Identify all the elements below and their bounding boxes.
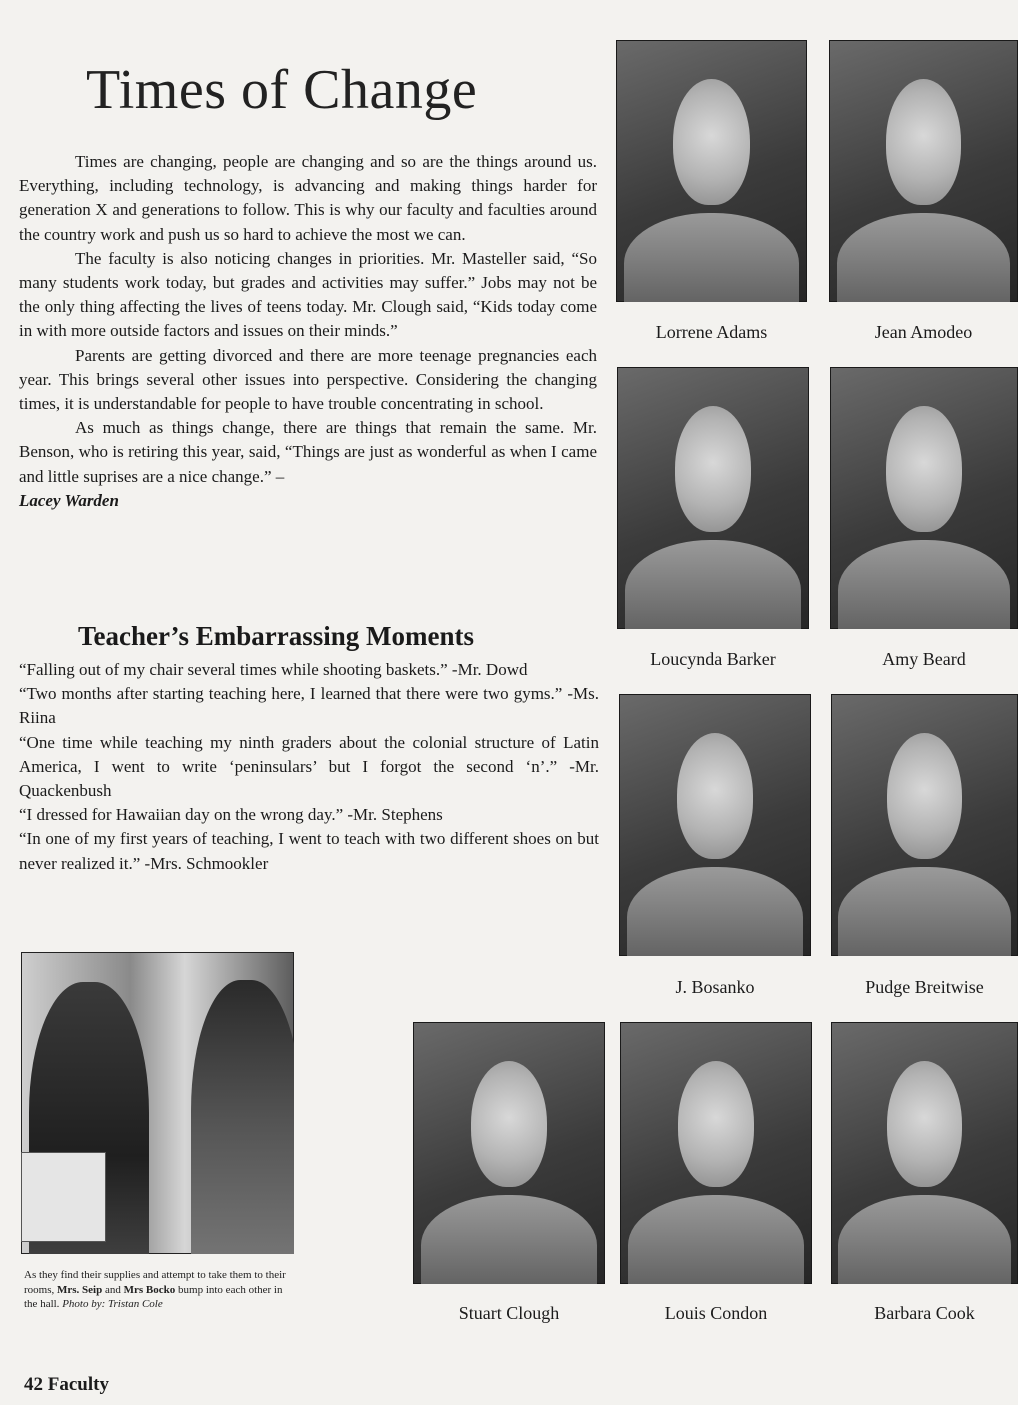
portrait-photo [619,694,811,956]
article-paragraph: The faculty is also noticing changes in priorities. Mr. Masteller said, “So many students work today, but grades and activities may suffer.” Jobs may not be the only thing affecting the lives of teens today. Mr. Clough said, “Kids today come in with more outside factors and issues on their minds.” [19,248,597,341]
portrait-photo [620,1022,812,1284]
photo-caption: As they find their supplies and attempt to take them to their rooms, Mrs. Seip and Mrs Bocko bump into each other in the hall. Photo by: Tristan Cole [24,1269,286,1310]
portrait-photo [831,1022,1018,1284]
quote-item: “I dressed for Hawaiian day on the wrong day.” -Mr. Stephens [19,805,443,825]
page-folio: 42 Faculty [24,1374,109,1395]
portrait-name: Louis Condon [664,1303,768,1323]
article-body [19,150,597,513]
portrait-photo [617,367,809,629]
portrait-name: Jean Amodeo [874,322,973,342]
portrait-name: Stuart Clough [458,1303,560,1323]
portrait-photo [830,367,1018,629]
portrait-name: Lorrene Adams [655,322,768,342]
section-heading-moments: Teacher’s Embarrassing Moments [78,621,474,651]
portrait-name: Pudge Breitwise [865,977,984,997]
portrait-name: Loucynda Barker [650,649,776,669]
page-title: Times of Change [86,59,478,121]
quote-item: “Two months after starting teaching here, I learned that there were two gyms.” -Ms. Riina [19,684,599,728]
candid-photo [21,952,294,1254]
portrait-name: J. Bosanko [675,977,755,997]
portrait-name: Amy Beard [882,649,966,669]
article-byline: Lacey Warden [19,490,119,510]
article-paragraph: Parents are getting divorced and there are more teenage pregnancies each year. This brings several other issues into perspective. Considering the changing times, it is understandable for people to have trouble concentrating in school. [19,345,597,414]
portrait-photo [616,40,807,302]
article-paragraph: As much as things change, there are things that remain the same. Mr. Benson, who is retiring this year, said, “Things are just as wonderful as when I came and little suprises are a nice change.” – [19,418,597,486]
quotes-list [19,658,599,876]
portrait-photo [829,40,1018,302]
article-paragraph: Times are changing, people are changing and so are the things around us. Everything, including technology, is advancing and making things harder for generation X and generations to follow. This is why our faculty and faculties around the country work and push us so hard to achieve the most we can. [19,152,597,244]
quote-item: “Falling out of my chair several times while shooting baskets.” -Mr. Dowd [19,660,528,679]
portrait-name: Barbara Cook [874,1303,975,1323]
portrait-photo [831,694,1018,956]
portrait-photo [413,1022,605,1284]
quote-item: “One time while teaching my ninth graders about the colonial structure of Latin America, I went to write ‘peninsulars’ but I forgot the second ‘n’.” -Mr. Quackenbush [19,732,599,801]
quote-item: “In one of my first years of teaching, I went to teach with two different shoes on but never realized it.” -Mrs. Schmookler [19,829,599,873]
